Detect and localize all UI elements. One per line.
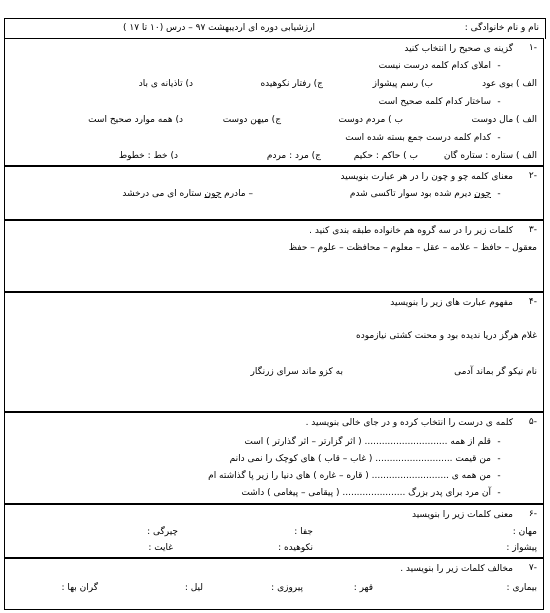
option-b: ب ) حاکم : حکیم bbox=[353, 151, 418, 161]
sentence-text: ستاره ای می درخشد bbox=[122, 189, 205, 199]
question-instruction: کلمات زیر را در سه گروه هم خانواده طبقه بندی کنید . bbox=[309, 226, 513, 236]
question-5 bbox=[4, 412, 544, 504]
sentence-text: دیرم شده بود سوار تاکسی شدم bbox=[349, 189, 475, 199]
bullet: - bbox=[497, 133, 501, 143]
underlined-word: چون bbox=[204, 189, 222, 199]
sentence-1 bbox=[350, 189, 491, 199]
vocab-item: چیرگی : bbox=[147, 527, 178, 537]
fill-item-4: آن مرد برای پدر بزرگ ...................... ( پیقامی – پیغامی ) داشت bbox=[241, 488, 491, 498]
vocab-item: غایت : bbox=[148, 543, 173, 553]
bullet: - bbox=[497, 97, 501, 107]
question-instruction: معنای کلمه چو و چون را در هر عبارت بنویسید bbox=[340, 172, 513, 182]
question-2 bbox=[4, 166, 544, 220]
option-a: الف ) ستاره : ستاره گان bbox=[443, 151, 537, 161]
question-number: -۴ bbox=[528, 297, 537, 307]
vocab-item: جفا : bbox=[294, 527, 313, 537]
option-d: د) همه موارد صحیح است bbox=[88, 115, 183, 125]
sub-question: املای کدام کلمه درست نیست bbox=[378, 61, 491, 71]
question-instruction: مخالف کلمات زیر را بنویسید . bbox=[400, 564, 513, 574]
antonym-item: بیماری : bbox=[506, 583, 537, 593]
sentence-prefix: – مادرم bbox=[221, 189, 253, 199]
antonym-item: گران بها : bbox=[61, 583, 98, 593]
question-instruction: معنی کلمات زیر را بنویسید bbox=[411, 510, 513, 520]
question-number: -۶ bbox=[528, 509, 537, 519]
bullet: - bbox=[497, 471, 501, 481]
vocab-item: مهان : bbox=[512, 527, 537, 537]
bullet: - bbox=[497, 437, 501, 447]
question-instruction: کلمه ی درست را انتخاب کرده و در جای خالی بنویسید . bbox=[305, 418, 513, 428]
exam-header bbox=[4, 18, 546, 39]
sentence-2 bbox=[122, 189, 253, 199]
poem-hemistich-2: به کزو ماند سرای زرنگار bbox=[250, 367, 343, 377]
option-c: ج) میهن دوست bbox=[222, 115, 281, 125]
question-number: -۱ bbox=[528, 43, 537, 53]
student-name-label: نام و نام خانوادگی : bbox=[464, 23, 539, 33]
antonym-item: لیل : bbox=[184, 583, 203, 593]
bullet: - bbox=[497, 189, 501, 199]
question-7 bbox=[4, 558, 544, 610]
question-3 bbox=[4, 220, 544, 292]
option-b: ب ) مردم دوست bbox=[338, 115, 403, 125]
sub-question: ساختار کدام کلمه صحیح است bbox=[378, 97, 491, 107]
antonym-item: قهر : bbox=[353, 583, 373, 593]
exam-title: ارزشیابی دوره ای اردیبهشت ۹۷ – درس (۱۰ تا ۱۷ ) bbox=[123, 23, 315, 33]
question-number: -۳ bbox=[528, 225, 537, 235]
bullet: - bbox=[497, 454, 501, 464]
vocab-item: نکوهیده : bbox=[278, 543, 313, 553]
underlined-word: چون bbox=[474, 189, 491, 199]
option-d: د) تاذیانه ی باد bbox=[138, 79, 193, 89]
bullet: - bbox=[497, 61, 501, 71]
question-number: -۷ bbox=[528, 563, 537, 573]
vocab-item: پیشواز : bbox=[506, 543, 537, 553]
question-instruction: مفهوم عبارت های زیر را بنویسید bbox=[390, 298, 513, 308]
fill-item-2: من قیمت ........................... ( غاب – قاب ) های کوچک را نمی دانم bbox=[229, 454, 491, 464]
question-4 bbox=[4, 292, 544, 412]
poem-hemistich-1: نام نیکو گر بماند آدمی bbox=[454, 367, 537, 377]
option-c: ج) رفتار نکوهیده bbox=[260, 79, 323, 89]
question-number: -۲ bbox=[528, 171, 537, 181]
fill-item-1: قلم از همه ............................. ( اثر گزارتر – اثر گذارتر ) است bbox=[244, 437, 491, 447]
option-d: د) خط : خطوط bbox=[118, 151, 178, 161]
question-1 bbox=[4, 38, 544, 166]
option-b: ب) رسم پیشواز bbox=[372, 79, 433, 89]
antonym-item: پیروزی : bbox=[271, 583, 303, 593]
phrase-1: غلام هرگز دریا ندیده بود و محنت کشتی نیازموده bbox=[356, 331, 537, 341]
fill-item-3: من همه ی ........................... ( قاره – غاره ) های دنیا را زیر پا گذاشته ام bbox=[208, 471, 491, 481]
word-list: معقول – حافظ – علامه – عقل – معلوم – محافظت – علوم – حفظ bbox=[288, 243, 537, 253]
sub-question: کدام کلمه درست جمع بسته شده است bbox=[345, 133, 491, 143]
option-a: الف ) مال دوست bbox=[471, 115, 537, 125]
question-6 bbox=[4, 504, 544, 558]
option-c: ج) مرد : مردم bbox=[266, 151, 321, 161]
option-a: الف ) بوی عود bbox=[482, 79, 537, 89]
question-instruction: گزینه ی صحیح را انتخاب کنید bbox=[404, 44, 513, 54]
question-number: -۵ bbox=[528, 417, 537, 427]
bullet: - bbox=[497, 488, 501, 498]
